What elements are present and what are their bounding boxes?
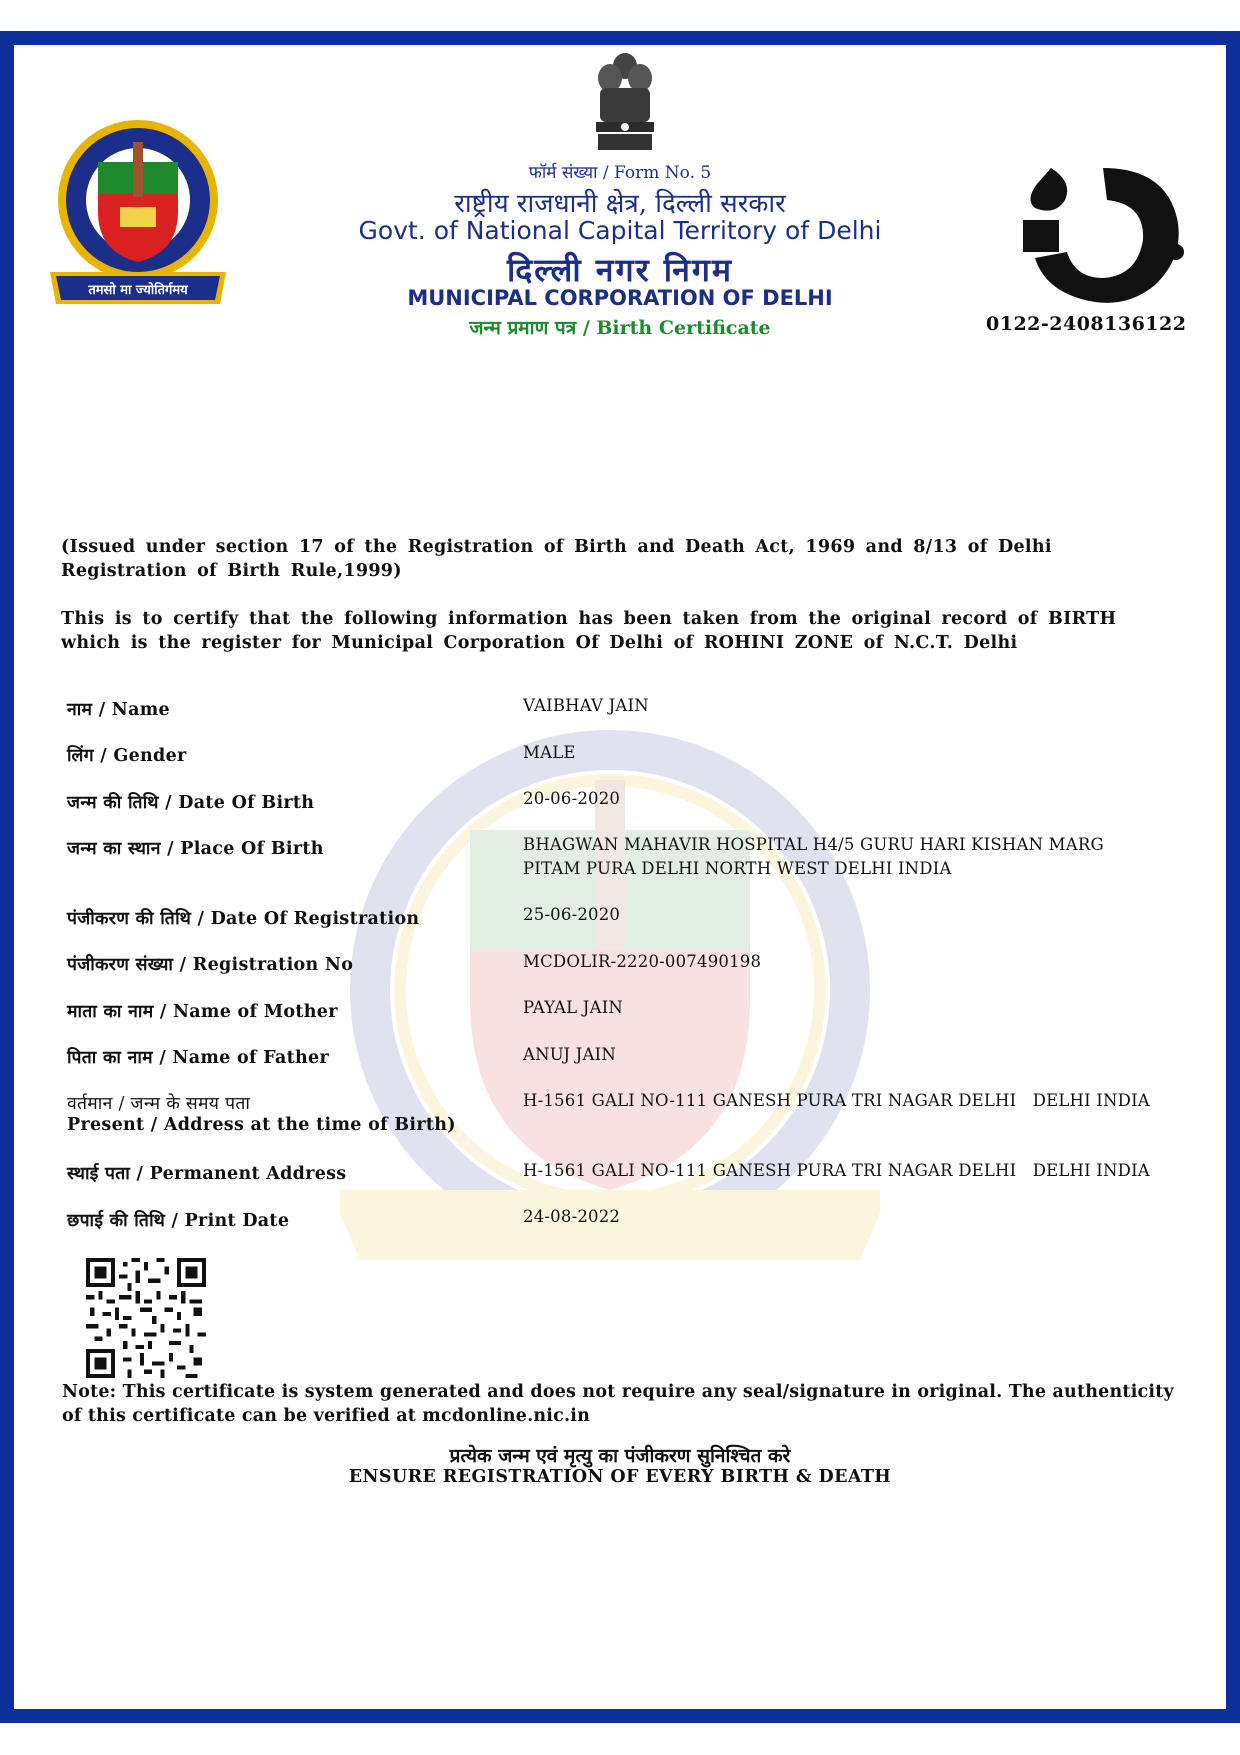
label-gender: लिंग / Gender (67, 746, 187, 766)
certify-text: This is to certify that the following information has been taken from the original record of BIRTH which is the register for Municipal Corporation Of Delhi of ROHINI ZONE of N.C.T. Delhi (61, 609, 1117, 653)
value-place-of-birth: BHAGWAN MAHAVIR HOSPITAL H4/5 GURU HARI KISHAN MARG PITAM PURA DELHI NORTH WEST DELHI INDIA (523, 835, 1104, 878)
value-print-date: 24-08-2022 (523, 1207, 621, 1226)
footer-slogan-hindi: प्रत्येक जन्म एवं मृत्यु का पंजीकरण सुनिश्चित करे (449, 1445, 791, 1467)
footer-slogan-english: ENSURE REGISTRATION OF EVERY BIRTH & DEATH (348, 1467, 892, 1487)
value-mother-name: PAYAL JAIN (523, 998, 624, 1017)
verification-note: Note: This certificate is system generated and does not require any seal/signature in original. The authenticity of this certificate can be verified at mcdonline.nic.in (62, 1382, 1174, 1426)
value-permanent-address: H-1561 GALI NO-111 GANESH PURA TRI NAGAR DELHI DELHI INDIA (523, 1161, 1150, 1180)
value-registration-no: MCDOLIR-2220-007490198 (523, 952, 762, 971)
label-name: नाम / Name (67, 700, 170, 720)
mcd-title-english: MUNICIPAL CORPORATION OF DELHI (407, 286, 833, 310)
label-print-date: छपाई की तिथि / Print Date (67, 1211, 290, 1231)
govt-title-hindi: राष्ट्रीय राजधानी क्षेत्र, दिल्ली सरकार (454, 189, 786, 219)
label-place-of-birth: जन्म का स्थान / Place Of Birth (67, 839, 324, 859)
value-name: VAIBHAV JAIN (523, 696, 649, 715)
crs-logo-icon (1015, 160, 1195, 312)
label-present-address-hindi: वर्तमान / जन्म के समय पता (67, 1094, 251, 1114)
value-father-name: ANUJ JAIN (523, 1045, 616, 1064)
logo-motto: तमसो मा ज्योतिर्गमय (88, 283, 188, 298)
form-number: फॉर्म संख्या / Form No. 5 (528, 163, 712, 183)
label-mother-name: माता का नाम / Name of Mother (67, 1002, 338, 1022)
issued-under-text: (Issued under section 17 of the Registration of Birth and Death Act, 1969 and 8/13 of Delhi Registration of Birth Rule,1999) (61, 537, 1052, 581)
value-present-address: H-1561 GALI NO-111 GANESH PURA TRI NAGAR DELHI DELHI INDIA (523, 1091, 1150, 1110)
label-father-name: पिता का नाम / Name of Father (67, 1048, 329, 1068)
certificate-title: जन्म प्रमाण पत्र / Birth Certificate (469, 317, 771, 339)
value-gender: MALE (523, 743, 576, 762)
label-permanent-address: स्थाई पता / Permanent Address (67, 1164, 347, 1184)
mcd-logo (48, 112, 228, 308)
national-emblem-icon (592, 50, 658, 154)
qr-code (86, 1258, 206, 1378)
govt-title-english: Govt. of National Capital Territory of Delhi (358, 216, 882, 245)
label-date-of-birth: जन्म की तिथि / Date Of Birth (67, 793, 315, 813)
value-date-of-birth: 20-06-2020 (523, 789, 621, 808)
certificate-number: 0122-2408136122 (986, 313, 1187, 335)
value-date-of-registration: 25-06-2020 (523, 905, 621, 924)
mcd-title-hindi: दिल्ली नगर निगम (506, 251, 734, 289)
label-present-address: Present / Address at the time of Birth) (67, 1115, 456, 1135)
label-date-of-registration: पंजीकरण की तिथि / Date Of Registration (67, 909, 420, 929)
label-registration-no: पंजीकरण संख्या / Registration No (67, 955, 354, 975)
